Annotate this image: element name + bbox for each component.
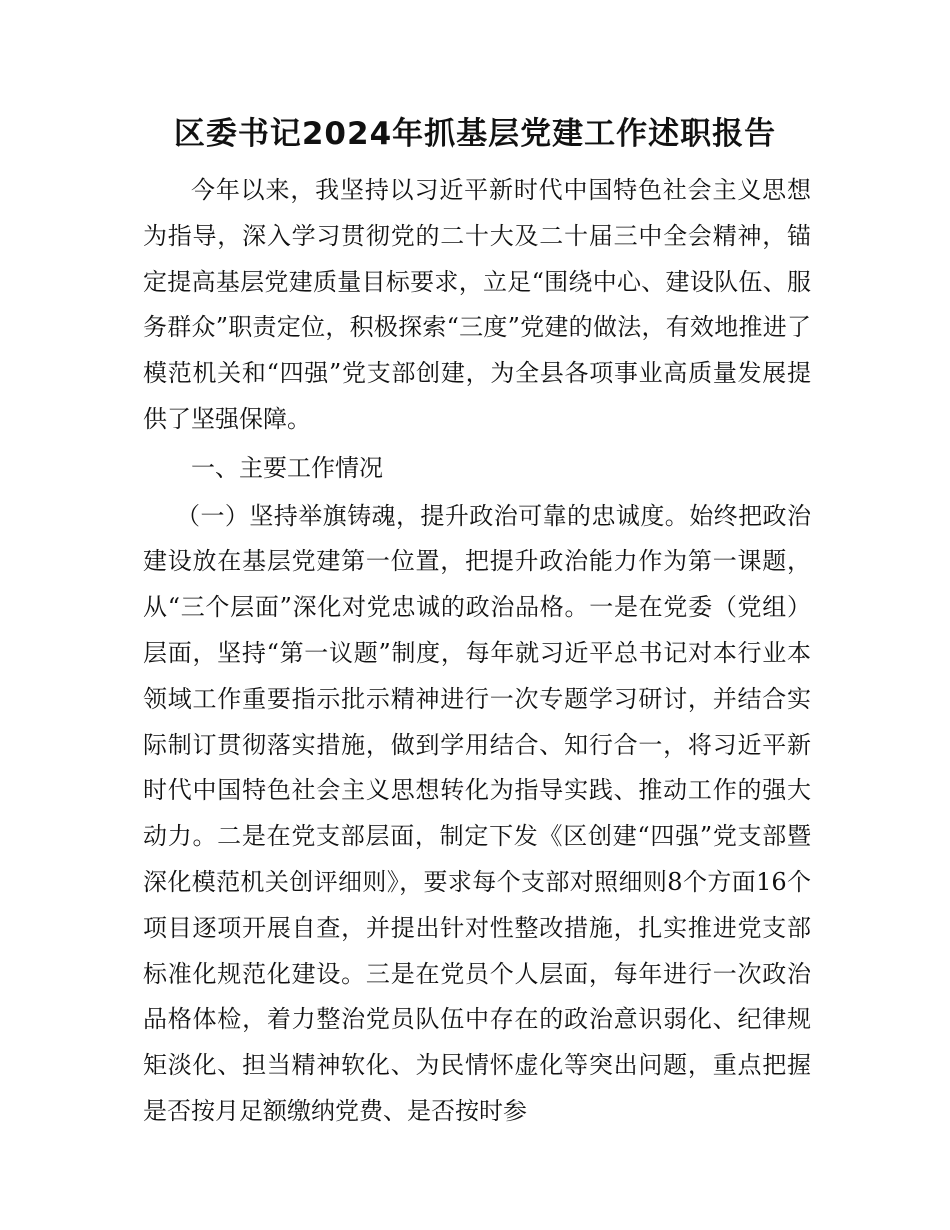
document-title: 区委书记2024年抓基层党建工作述职报告 [173,116,777,152]
subsection-paragraph: （一）坚持举旗铸魂，提升政治可靠的忠诚度。始终把政治建设放在基层党建第一位置，把提升政治能力作为第一课题，从“三个层面”深化对党忠诚的政治品格。一是在党委（党组）层面，坚持“第一议题”制度，每年就习近平总书记对本行业本领域工作重要指示批示精神进行一次专题学习研讨，并结合实际制订贯彻落实措施，做到学用结合、知行合一，将习近平新时代中国特色社会主义思想转化为指导实践、推动工作的强大动力。二是在党支部层面，制定下发《区创建“四强”党支部暨深化模范机关创评细则》，要求每个支部对照细则8个方面16个项目逐项开展自查，并提出针对性整改措施，扎实推进党支部标准化规范化建设。三是在党员个人层面，每年进行一次政治品格体检，着力整治党员队伍中存在的政治意识弱化、纪律规矩淡化、担当精神软化、为民情怀虚化等突出问题，重点把握是否按月足额缴纳党费、是否按时参 [143,501,811,1125]
intro-paragraph: 今年以来，我坚持以习近平新时代中国特色社会主义思想为指导，深入学习贯彻党的二十大及二十届三中全会精神，锚定提高基层党建质量目标要求，立足“围绕中心、建设队伍、服务群众”职责定位，积极探索“三度”党建的做法，有效地推进了模范机关和“四强”党支部创建，为全县各项事业高质量发展提供了坚强保障。 [143,176,811,433]
section-heading: 一、主要工作情况 [191,453,383,482]
document-body [143,168,811,1135]
